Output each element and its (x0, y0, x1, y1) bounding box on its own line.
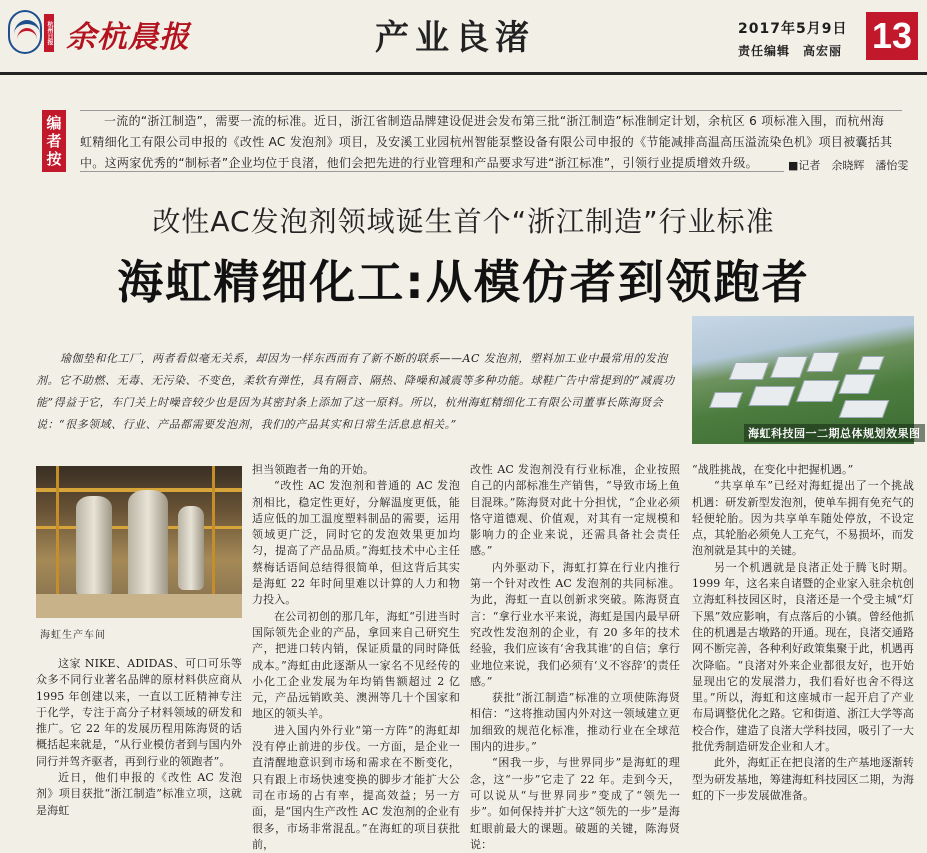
paragraph: 另一个机遇就是良渚正处于腾飞时期。1999 年，这名来自诸暨的企业家入驻余杭创立海虹科技园区时，良渚还是一个受主城“灯下黑”效应影响，有点落后的小镇。曾经他抓住的机遇是古墩路的开通。现在，良渚交通路网不断完善，各种利好政策集聚于此，机遇再次降临。“良渚对外来企业都很友好，也开始显现出它的发展潜力，我们看好也舍不得这里。”所以，海虹和这座城市一起开启了产业布局调整优化之路。它和街道、浙江大学等高校合作，建造了良渚大学科技园，吸引了一大批优秀制造研发企业和人才。 (692, 560, 914, 754)
aerial-photo-caption: 海虹科技园一二期总体规划效果图 (744, 424, 925, 442)
paragraph: 改性 AC 发泡剂没有行业标准，企业按照自己的内部标准生产销售，“导致市场上鱼目混珠。”陈海贤对此十分担忧，“企业必须恪守道德观、价值观，对其有一定规模和影响力的企业来说，还需具备社会责任感。” (470, 463, 680, 558)
header-divider (0, 72, 927, 75)
paragraph: 担当领跑者一角的开始。 (252, 463, 375, 476)
paragraph: “困我一步，与世界同步”是海虹的理念，这“一步”它走了 22 年。走到今天，可以说从“与世界同步”变成了“领先一步”。如何保持并扩大这“领先的一步”是海虹眼前最大的课题。破题的关键，陈海贤说： (470, 756, 680, 851)
responsible-editors: 责任编辑 高宏丽 (738, 44, 843, 58)
issue-date: 2017年5月9日 (738, 21, 848, 37)
factory-photo-caption: 海虹生产车间 (40, 630, 106, 641)
paragraph: 内外驱动下，海虹打算在行业内推行第一个针对改性 AC 发泡剂的共同标准。为此，海虹一直以创新求突破。陈海贤直言：“拿行业水平来说，海虹是国内最早研究改性发泡剂的企业，有 20 多年的技术经验，我们应该有‘舍我其谁’的自信；拿行业地位来说，我们必须有‘义不容辞’的责任感。” (470, 560, 680, 688)
newspaper-title: 余杭晨报 (66, 20, 190, 55)
editor-note-box (80, 110, 902, 172)
article-headline: 海虹精细化工:从模仿者到领跑者 (117, 255, 810, 309)
article-column-1 (36, 656, 242, 819)
paragraph: 近日，他们申报的《改性 AC 发泡剂》项目获批“浙江制造”标准立项，这就是海虹 (36, 771, 242, 817)
section-title: 产业良渚 (375, 18, 535, 58)
swirl-logo-icon (8, 10, 42, 54)
editor-note-tag: 编者按 (42, 110, 66, 172)
logo-red-strip: 杭州日报 (44, 14, 54, 52)
editor-note-text: 一流的“浙江制造”，需要一流的标准。近日，浙江省制造品牌建设促进会发布第三批“浙江制造”标准制定计划，余杭区 6 项标准入围，而杭州海虹精细化工有限公司申报的《改性 AC 发泡剂》项目，及安溪工业园杭州智能泵整设备有限公司申报的《节能减排高温高压溢流染色机》项目被囊括其中。这两家优秀的“制标者”企业均位于良渚，他们会把先进的行业管理和产品要求写进“浙江标准”，引领行业提质增效升级。 (80, 114, 893, 170)
paragraph: “共享单车”已经对海虹提出了一个挑战机遇：研发新型发泡剂，使单车拥有免充气的轻便轮胎。因为共享单车随处停放，不设定点，其轮胎必须免人工充气，不易损坏，而发泡剂就是其中的关键。 (692, 479, 914, 558)
editor-note-author: ■记者 余晓辉 潘怡雯 (784, 157, 912, 173)
factory-floor-photo (36, 466, 242, 618)
paragraph: “改性 AC 发泡剂和普通的 AC 发泡剂相比，稳定性更好，分解温度更低，能适应低的加工温度塑料制品的需要，运用领域更广泛，同时它的发泡效果更加均匀，提高了产品品质。”海虹技术中心主任蔡梅话语间总结得很简单，但这背后其实是海虹 22 年时间里难以计算的人力和物力投入。 (252, 479, 460, 607)
page-number: 13 (866, 12, 918, 60)
paragraph: 这家 NIKE、ADIDAS、可口可乐等众多不同行业著名品牌的原材料供应商从 1995 年创建以来，一直以工匠精神专注于化学，专注于高分子材料领域的研发和推广。它 22 年的发展历程用陈海贤的话概括起来就是，“从行业模仿者到与国内外同行并驾齐驱者，再到行业的领跑者”。 (36, 657, 242, 768)
article-column-2 (252, 462, 460, 853)
article-column-3 (470, 462, 680, 853)
article-subheadline: 改性AC发泡剂领域诞生首个“浙江制造”行业标准 (152, 205, 775, 238)
paragraph: 获批“浙江制造”标准的立项使陈海贤相信：“这将推动国内外对这一领域建立更加细致的规范化标准，推动行业在全球范围内的进步。” (470, 691, 680, 754)
paragraph: 进入国内外行业“第一方阵”的海虹却没有停止前进的步伐。一方面，是企业一直清醒地意识到市场和需求在不断变化，只有跟上市场快速变换的脚步才能扩大公司在市场的占有率，提高效益；另一方面，是“国内生产改性 AC 发泡剂的企业有很多，市场非常混乱。”在海虹的项目获批前， (252, 723, 460, 851)
paragraph: 此外，海虹正在把良渚的生产基地逐渐转型为研发基地，筹建海虹科技园区二期，为海虹的下一步发展做准备。 (692, 756, 914, 802)
paragraph: 在公司初创的那几年，海虹“引进当时国际领先企业的产品，拿回来自己研究生产，把进口转内销，保证质量的同时降低成本。”海虹由此逐渐从一家名不见经传的小化工企业发展为年均销售额超过 2 亿元，产品远销欧美、澳洲等几十个国家和地区的领头羊。 (252, 609, 460, 721)
paragraph: “战胜挑战，在变化中把握机遇。” (692, 463, 854, 476)
article-lead: 瑜伽垫和化工厂，两者看似毫无关系，却因为一样东西而有了新不断的联系——AC 发泡剂，塑料加工业中最常用的发泡剂。它不助燃、无毒、无污染、不变色，柔软有弹性，具有隔音、隔热、降噪和减震等多种功能。球鞋广告中常提到的“减震功能”得益于它，车门关上时噪音较少也是因为其密封条上添加了这一原料。所以，杭州海虹精细化工有限公司董事长陈海贤会说：“很多领域、行业、产品都需要发泡剂，我们的产品其实和日常生活息息相关。” (36, 352, 675, 431)
article-column-4 (692, 462, 914, 804)
newspaper-logo (8, 10, 190, 58)
